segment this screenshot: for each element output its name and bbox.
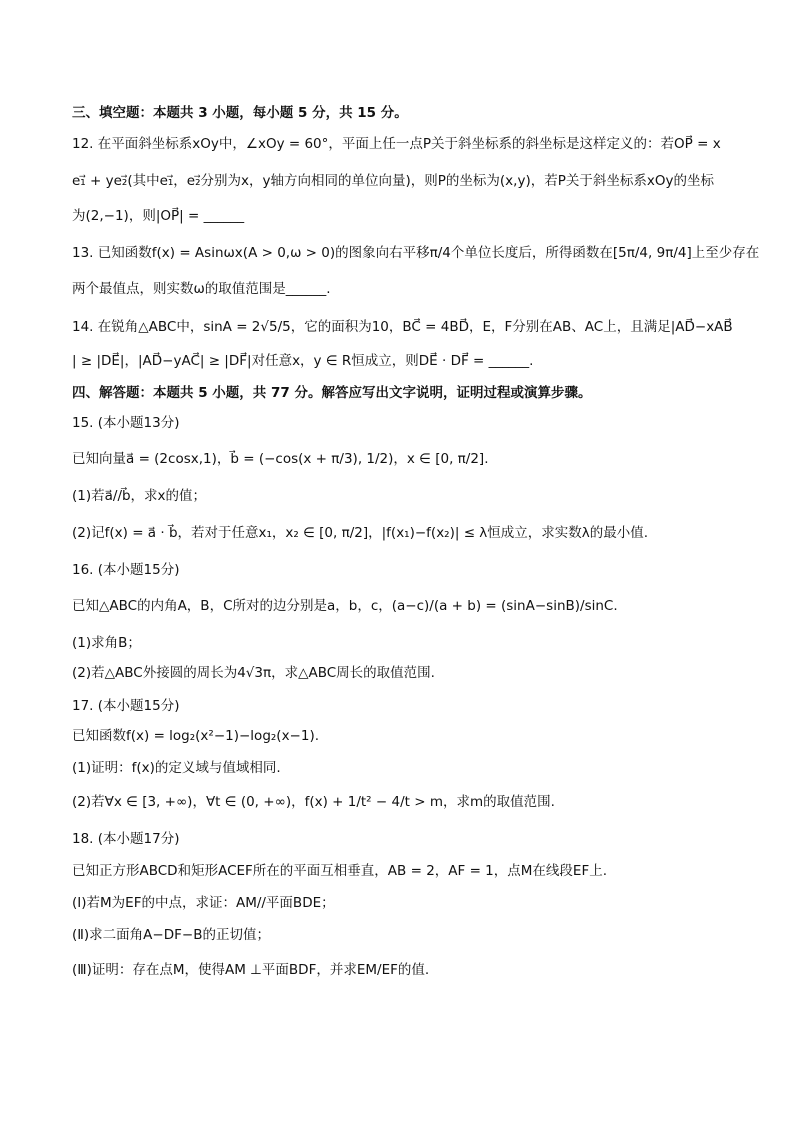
q17-part1: (1)证明：f(x)的定义域与值域相同.: [72, 760, 281, 776]
section-fill-blank-header: 三、填空题：本题共 3 小题，每小题 5 分，共 15 分。: [72, 105, 408, 121]
q17-stem: 已知函数f(x) = log₂(x²−1)−log₂(x−1).: [72, 728, 320, 744]
q18-stem: 已知正方形ABCD和矩形ACEF所在的平面互相垂直，AB = 2，AF = 1，点M在线段EF上.: [72, 863, 607, 879]
q16-stem: 已知△ABC的内角A，B，C所对的边分别是a，b，c，(a−c)/(a + b) = (sinA−sinB)/sinC.: [72, 598, 618, 614]
q13-line2: 两个最值点，则实数ω的取值范围是______.: [72, 281, 331, 297]
q16-part2: (2)若△ABC外接圆的周长为4√3π，求△ABC周长的取值范围.: [72, 665, 435, 681]
q15-title: 15. (本小题13分): [72, 415, 180, 431]
q12-line2: e₁⃗ + ye₂⃗(其中e₁⃗，e₂⃗分别为x，y轴方向相同的单位向量)，则P的坐标为(x,y)，若P关于斜坐标系xOy的坐标: [72, 173, 714, 189]
q12-line1: 12. 在平面斜坐标系xOy中，∠xOy = 60°，平面上任一点P关于斜坐标系的斜坐标是这样定义的：若OP⃗ = x: [72, 136, 721, 152]
q17-part2: (2)若∀x ∈ [3, +∞)，∀t ∈ (0, +∞)，f(x) + 1/t² − 4/t > m，求m的取值范围.: [72, 794, 555, 810]
q16-part1: (1)求角B；: [72, 635, 141, 651]
q16-title: 16. (本小题15分): [72, 562, 180, 578]
q17-title: 17. (本小题15分): [72, 698, 180, 714]
q15-part1: (1)若a⃗//b⃗，求x的值；: [72, 488, 207, 504]
q12-line3: 为(2,−1)，则|OP⃗| = ______: [72, 208, 245, 224]
q18-title: 18. (本小题17分): [72, 831, 180, 847]
q14-line2: | ≥ |DE⃗|，|AD⃗−yAC⃗| ≥ |DF⃗|对任意x，y ∈ R恒成立，则DE⃗ · DF⃗ = ______.: [72, 353, 534, 369]
section-answer-header: 四、解答题：本题共 5 小题，共 77 分。解答应写出文字说明，证明过程或演算步骤。: [72, 385, 592, 401]
q14-line1: 14. 在锐角△ABC中，sinA = 2√5/5，它的面积为10，BC⃗ = 4BD⃗，E，F分别在AB、AC上，且满足|AD⃗−xAB⃗: [72, 319, 733, 335]
q15-part2: (2)记f(x) = a⃗ · b⃗，若对于任意x₁，x₂ ∈ [0, π/2]，|f(x₁)−f(x₂)| ≤ λ恒成立，求实数λ的最小值.: [72, 525, 649, 541]
q15-stem: 已知向量a⃗ = (2cosx,1)，b⃗ = (−cos(x + π/3), 1/2)，x ∈ [0, π/2].: [72, 451, 489, 467]
q18-part2: (Ⅱ)求二面角A−DF−B的正切值；: [72, 927, 270, 943]
q13-line1: 13. 已知函数f(x) = Asinωx(A > 0,ω > 0)的图象向右平移π/4个单位长度后，所得函数在[5π/4, 9π/4]上至少存在: [72, 245, 760, 261]
q18-part3: (Ⅲ)证明：存在点M，使得AM ⊥平面BDF，并求EM/EF的值.: [72, 962, 430, 978]
q18-part1: (Ⅰ)若M为EF的中点，求证：AM//平面BDE；: [72, 895, 335, 911]
